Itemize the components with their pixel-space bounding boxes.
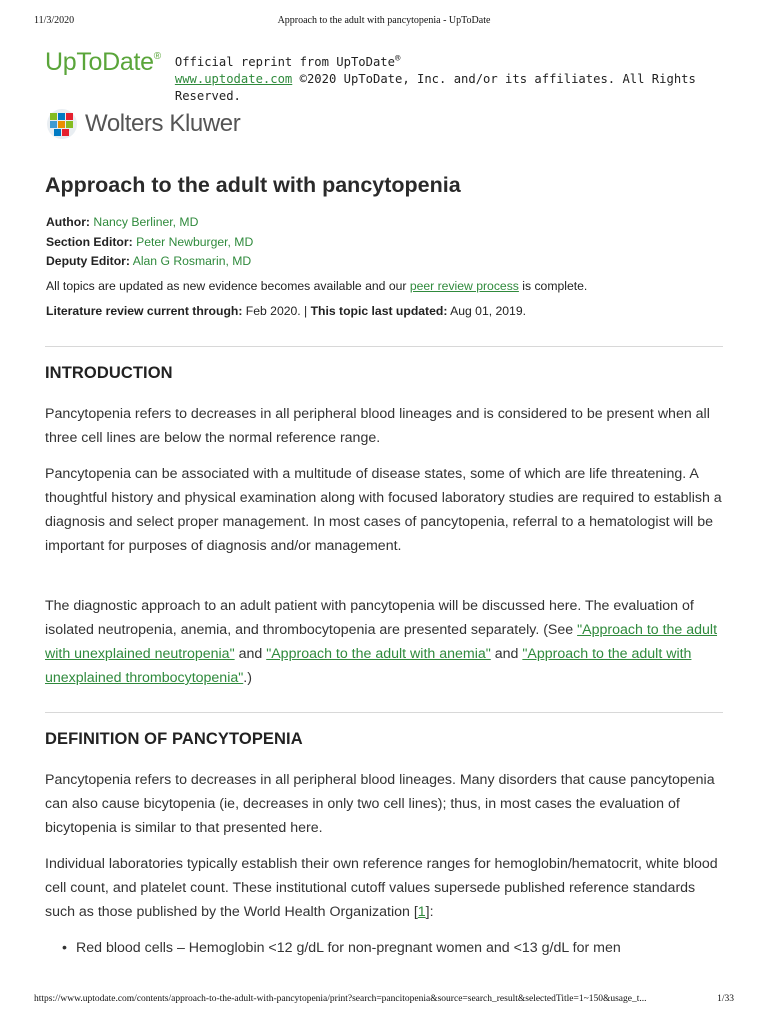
print-footer bbox=[34, 994, 734, 1004]
print-url: https://www.uptodate.com/contents/approach-to-the-adult-with-pancytopenia/print?search=pancitopenia&source=search_result&selectedTitle=1~150&usage_t... bbox=[34, 994, 647, 1004]
section-editor-link[interactable]: Peter Newburger, MD bbox=[136, 234, 254, 249]
uptodate-brand bbox=[45, 50, 768, 105]
review-dates: Literature review current through: Feb 2020. | This topic last updated: Aug 01, 2019. bbox=[46, 304, 527, 318]
definition-paragraph-1: Pancytopenia refers to decreases in all peripheral blood lineages. Many disorders that cause pancytopenia can also cause bicytopenia (ie, decreases in only two cell lines); thus, in most cases the evaluation of bicytopenia is similar to that presented here. bbox=[45, 772, 715, 836]
reference-link-1[interactable]: 1 bbox=[417, 904, 426, 920]
deputy-editor-link[interactable]: Alan G Rosmarin, MD bbox=[132, 254, 252, 268]
reprint-line: Official reprint from UpToDate bbox=[174, 55, 395, 70]
wolters-kluwer-wordmark: Wolters Kluwer bbox=[85, 110, 241, 137]
definition-paragraph-2: Individual laboratories typically establish their own reference ranges for hemoglobin/hematocrit, white blood cell count, and platelet count. These institutional cutoff values supersede published reference standards such as those published by the World Health Organization [1]: bbox=[45, 856, 718, 920]
uptodate-logo: UpToDate® bbox=[45, 48, 161, 76]
article-credits: Author: Nancy Berliner, MD Section Editor: Peter Newburger, MD Deputy Editor: Alan G Rosmarin, MD bbox=[46, 215, 254, 268]
intro-paragraph-1: Pancytopenia refers to decreases in all peripheral blood lineages and is considered to be present when all three cell lines are below the normal reference range. bbox=[45, 406, 710, 446]
heading-introduction: INTRODUCTION bbox=[45, 364, 173, 382]
list-item: • Red blood cells – Hemoglobin <12 g/dL for non-pregnant women and <13 g/dL for men bbox=[62, 936, 722, 960]
page-number: 1/33 bbox=[717, 994, 734, 1004]
section-divider bbox=[45, 346, 723, 347]
intro-paragraph-3: The diagnostic approach to an adult patient with pancytopenia will be discussed here. The evaluation of isolated neutropenia, anemia, and thrombocytopenia are presented separately. (See "Approach to the adult with unexplained neutropenia" and "Approach to the adult with anemia" and "Approach to the adult with unexplained thrombocytopenia".) bbox=[45, 598, 718, 686]
author-link[interactable]: Nancy Berliner, MD bbox=[93, 215, 199, 229]
reprint-notice: Official reprint from UpToDate® www.uptodate.com ©2020 UpToDate, Inc. and/or its affiliates. All Rights Reserved. bbox=[174, 54, 696, 104]
intro-paragraph-2: Pancytopenia can be associated with a multitude of disease states, some of which are life threatening. A thoughtful history and physical examination along with focused laboratory studies are required to establish a diagnosis and select proper management. In most cases of pancytopenia, referral to a hematologist will be important for purposes of diagnosis and/or management. bbox=[45, 466, 722, 554]
print-date: 11/3/2020 bbox=[34, 15, 75, 26]
wolters-kluwer-mosaic-icon bbox=[45, 108, 79, 140]
uptodate-site-link[interactable]: www.uptodate.com bbox=[174, 72, 293, 87]
section-divider bbox=[45, 712, 723, 713]
link-unexplained-neutropenia[interactable]: "Approach to the adult with unexplained neutropenia" bbox=[45, 622, 718, 662]
heading-definition: DEFINITION OF PANCYTOPENIA bbox=[45, 730, 303, 748]
wolters-kluwer-logo bbox=[45, 108, 240, 140]
print-doc-title: Approach to the adult with pancytopenia - UpToDate bbox=[277, 15, 491, 26]
peer-review-link[interactable]: peer review process bbox=[409, 279, 519, 293]
copyright-text: ©2020 UpToDate, Inc. and/or its affiliates. All Rights Reserved. bbox=[174, 72, 696, 104]
page-title: Approach to the adult with pancytopenia bbox=[45, 173, 461, 197]
update-notice: All topics are updated as new evidence becomes available and our peer review process is complete. bbox=[46, 279, 588, 293]
bullet-icon: • bbox=[62, 940, 67, 956]
link-unexplained-thrombocytopenia[interactable]: "Approach to the adult with unexplained thrombocytopenia" bbox=[45, 646, 692, 686]
link-adult-anemia[interactable]: "Approach to the adult with anemia" bbox=[266, 646, 491, 662]
print-header bbox=[34, 15, 734, 26]
